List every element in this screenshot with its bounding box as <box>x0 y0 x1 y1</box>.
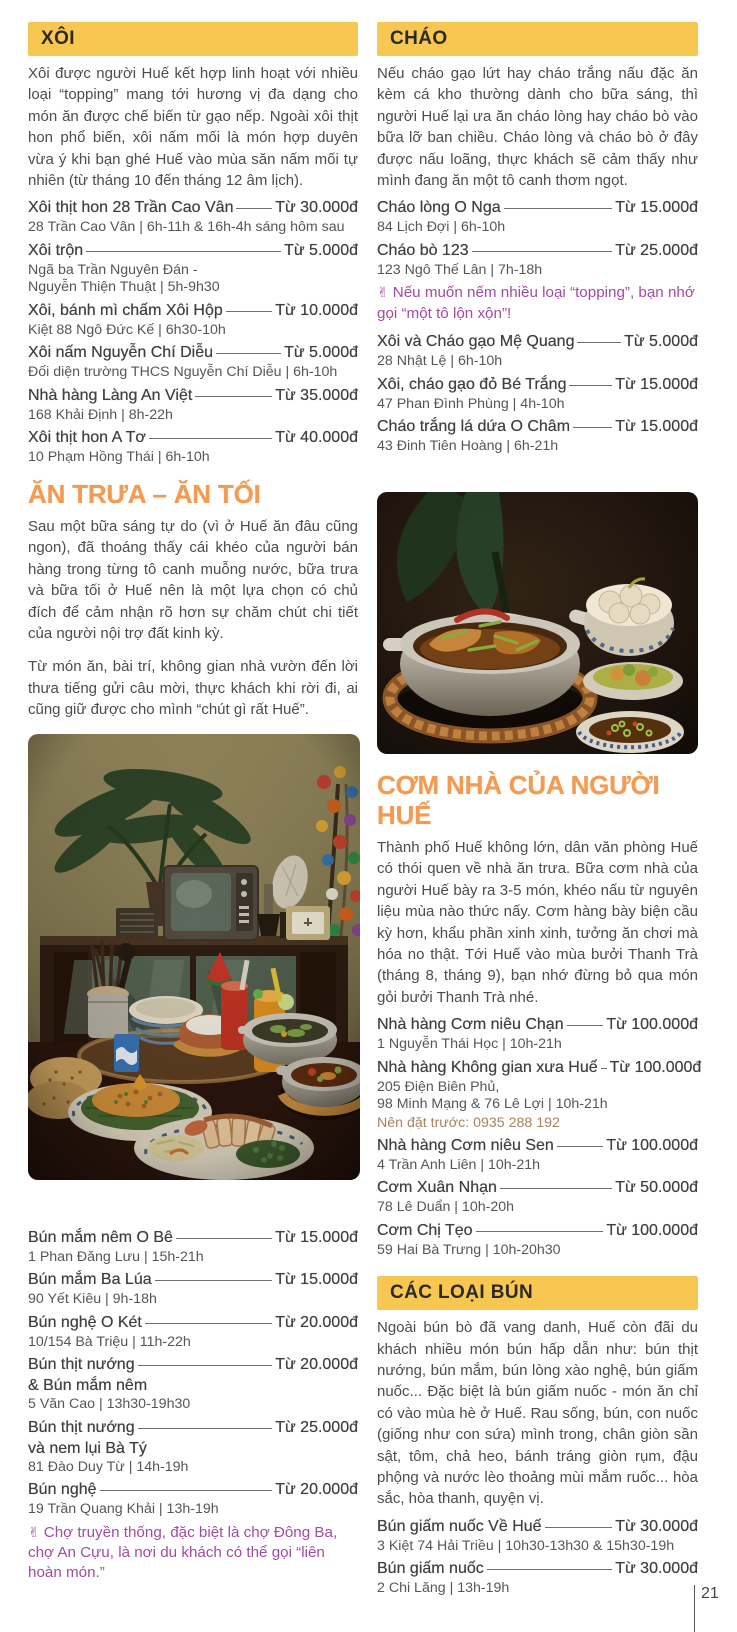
item-detail: Ngã ba Trần Nguyên Đán - <box>28 261 198 278</box>
price-leader <box>236 208 272 209</box>
item-row <box>377 197 698 219</box>
com-nha-intro: Thành phố Huế không lớn, dân văn phòng Huế có thói quen về nhà ăn trưa. Bữa cơm nhà của người Huế bày ra 3-5 món, khéo nấu từ nguyên liệu mùa nào thức nấy. Cơm hàng bày biện cầu kỳ hơn, khẩu phần xinh xinh, tưởng ăn chơi mà hóa no thật. Tới Huế vào mùa bưởi Thanh Trà (tháng 8, tháng 9), bạn nhớ đừng bỏ qua món gỏi bưởi Thanh Trà nhé. <box>377 838 698 1006</box>
item-detail: 28 Trần Cao Vân | 6h-11h & 16h-4h sáng hôm sau <box>28 219 345 236</box>
item-name: Bún mắm Ba Lúa <box>28 1271 152 1289</box>
cac-loai-bun-intro: Ngoài bún bò đã vang danh, Huế còn đãi du khách nhiều món bún hấp dẫn như: bún thịt nướng, bún mắm, bún lòng xào nghệ, bún giấm nuốc... Đặc biệt là bún giấm nuốc - món ăn chỉ có vào mùa hè ở Huế. Rau sống, bún, con nuốc (giống như con sứa) mình trong, chân giòn sần sật, tôm, chả heo, bánh tráng giòn rụm, đậu phộng và nước lèo thoảng mùi mắm ruốc... hòa sắc, hòa thanh, quyện vị. <box>377 1319 698 1508</box>
item-price: Từ 15.000đ <box>615 375 698 393</box>
an-trua-paragraph-2: Từ món ăn, bài trí, không gian nhà vườn đến lời thưa tiếng gửi câu mời, thực khách khi rời đi, ai cũng giữ được cho mình “chút gì rất Huế”. <box>28 658 358 719</box>
item-name: Nhà hàng Không gian xưa Huế <box>377 1058 598 1076</box>
list-item <box>28 1269 358 1309</box>
item-price: Từ 50.000đ <box>615 1179 698 1197</box>
item-name: Bún thịt nướng <box>28 1418 135 1436</box>
price-leader <box>195 396 272 397</box>
price-leader <box>504 208 613 209</box>
price-leader <box>86 251 281 252</box>
item-row <box>28 427 358 449</box>
bun-list <box>28 1227 358 1583</box>
item-name: Xôi, bánh mì chấm Xôi Hộp <box>28 301 223 319</box>
item-name: Cơm Xuân Nhạn <box>377 1179 497 1197</box>
chao-list <box>377 197 698 456</box>
tip-text: Nếu muốn nếm nhiều loại “topping”, bạn nhớ gọi “một tô lộn xộn”! <box>377 284 695 322</box>
item-row <box>28 1354 358 1376</box>
item-row <box>377 240 698 262</box>
list-item <box>28 427 358 467</box>
item-price: Từ 30.000đ <box>275 199 358 217</box>
item-name: Cơm Chị Tẹo <box>377 1221 473 1239</box>
item-price: Từ 20.000đ <box>275 1481 358 1499</box>
price-leader <box>569 385 612 386</box>
item-name: Bún nghệ O Két <box>28 1313 142 1331</box>
retro-dining-room-photo <box>28 734 360 1180</box>
price-leader <box>567 1025 604 1026</box>
list-item <box>28 300 358 340</box>
list-item <box>377 416 698 456</box>
item-detail: 3 Kiệt 74 Hải Triều | 10h30-13h30 & 15h30-19h <box>377 1537 675 1554</box>
price-leader <box>573 427 612 428</box>
price-leader <box>500 1188 612 1189</box>
section-title-cac-loai-bun: CÁC LOẠI BÚN <box>390 1282 534 1304</box>
item-name: Cháo trắng lá dứa O Châm <box>377 418 571 436</box>
list-item <box>377 1057 702 1132</box>
item-name: Xôi, cháo gạo đỏ Bé Trắng <box>377 375 567 393</box>
item-detail: 84 Lịch Đợi | 6h-10h <box>377 219 506 236</box>
item-detail: 43 Đinh Tiên Hoàng | 6h-21h <box>377 438 559 455</box>
list-item <box>28 385 358 425</box>
chao-intro: Nếu cháo gạo lứt hay cháo trắng nấu đặc ăn kèm cá kho thường dành cho bữa sáng, thì người Huế lại ưa ăn cháo lòng hay cháo bò vào bữa lỡ ban chiều. Cháo lòng và cháo bò ở đây được nấu loãng, thực khách sẽ cảm thấy như mình đang ăn một tô canh thơm ngọt. <box>377 65 698 190</box>
item-price: Từ 100.000đ <box>606 1016 698 1034</box>
item-row <box>28 1227 358 1249</box>
item-detail: 1 Phan Đăng Lưu | 15h-21h <box>28 1248 204 1265</box>
item-row <box>28 300 358 322</box>
price-leader <box>216 353 281 354</box>
list-item <box>28 1312 358 1352</box>
section-header-cac-loai-bun <box>377 1276 698 1310</box>
item-row <box>377 1014 698 1036</box>
price-leader <box>138 1428 273 1429</box>
item-price: Từ 20.000đ <box>275 1356 358 1374</box>
price-leader <box>138 1365 273 1366</box>
booking-note: Nên đặt trước: 0935 288 192 <box>377 1114 560 1131</box>
item-price: Từ 20.000đ <box>275 1313 358 1331</box>
item-price: Từ 25.000đ <box>615 241 698 259</box>
item-price: Từ 15.000đ <box>275 1228 358 1246</box>
item-detail: 168 Khải Định | 8h-22h <box>28 406 173 423</box>
item-detail: 205 Điện Biên Phủ, <box>377 1078 500 1095</box>
item-detail: 5 Văn Cao | 13h30-19h30 <box>28 1396 191 1413</box>
item-name: Xôi và Cháo gạo Mệ Quang <box>377 333 575 351</box>
section-header-xoi <box>28 22 358 56</box>
item-detail: 90 Yết Kiêu | 9h-18h <box>28 1291 157 1308</box>
item-name: Xôi thịt hon 28 Trần Cao Vân <box>28 199 234 217</box>
item-row <box>28 240 358 262</box>
xoi-list <box>28 197 358 467</box>
item-detail: 28 Nhật Lệ | 6h-10h <box>377 353 503 370</box>
list-item <box>377 1516 698 1556</box>
section-header-chao <box>377 22 698 56</box>
item-name: Xôi thịt hon A Tơ <box>28 429 146 447</box>
item-price: Từ 5.000đ <box>624 333 698 351</box>
item-price: Từ 15.000đ <box>275 1271 358 1289</box>
item-row <box>377 1220 698 1242</box>
left-column <box>28 22 358 1590</box>
list-item <box>377 1014 698 1054</box>
item-price: Từ 30.000đ <box>615 1560 698 1578</box>
price-leader <box>472 251 613 252</box>
item-name: Nhà hàng Cơm niêu Sen <box>377 1136 554 1154</box>
tip-note <box>28 1523 358 1583</box>
item-name-line2: & Bún mắm nêm <box>28 1377 148 1395</box>
list-item <box>377 1177 698 1217</box>
item-row <box>377 1516 698 1538</box>
item-row <box>377 416 698 438</box>
price-leader <box>226 311 272 312</box>
list-item <box>28 197 358 237</box>
item-name: Cháo lòng O Nga <box>377 199 501 217</box>
list-item <box>377 197 698 237</box>
item-price: Từ 100.000đ <box>606 1221 698 1239</box>
item-price: Từ 15.000đ <box>615 418 698 436</box>
item-name: Nhà hàng Cơm niêu Chạn <box>377 1016 564 1034</box>
item-detail: 1 Nguyễn Thái Học | 10h-21h <box>377 1036 562 1053</box>
item-name: Bún nghệ <box>28 1481 97 1499</box>
page-number-text: 21 <box>701 1585 719 1602</box>
section-title-xoi: XÔI <box>41 28 75 49</box>
price-leader <box>476 1231 604 1232</box>
list-item <box>28 342 358 382</box>
item-name: Nhà hàng Làng An Việt <box>28 386 193 404</box>
list-item <box>377 374 698 414</box>
price-leader <box>176 1238 272 1239</box>
price-leader <box>149 438 272 439</box>
list-item <box>377 1220 698 1260</box>
item-detail: 47 Phan Đình Phùng | 4h-10h <box>377 395 565 412</box>
item-price: Từ 100.000đ <box>606 1136 698 1154</box>
price-leader <box>601 1068 607 1069</box>
item-detail: 78 Lê Duẩn | 10h-20h <box>377 1199 514 1216</box>
item-price: Từ 35.000đ <box>275 386 358 404</box>
tip-note <box>377 283 698 323</box>
item-row <box>28 1312 358 1334</box>
item-name: Xôi trộn <box>28 241 84 259</box>
item-price: Từ 25.000đ <box>275 1418 358 1436</box>
item-detail: 10 Phạm Hồng Thái | 6h-10h <box>28 449 210 466</box>
item-detail: 2 Chi Lăng | 13h-19h <box>377 1580 510 1597</box>
list-item <box>28 240 358 297</box>
item-price: Từ 5.000đ <box>284 344 358 362</box>
item-name: Cháo bò 123 <box>377 241 469 259</box>
item-price: Từ 5.000đ <box>284 241 358 259</box>
item-name: Bún giấm nuốc <box>377 1560 484 1578</box>
xoi-intro: Xôi được người Huế kết hợp linh hoạt với nhiều loại “topping” mang tới hương vị đa dạng cho món ăn được chế biến từ gạo nếp. Ngoài xôi thịt hon phổ biến, xôi nấm mối là món hợp duyên vừa ý khi bạn ghé Huế vào mùa săn nấm mối tự nhiên (từ tháng 10 đến tháng 12 âm lịch). <box>28 65 358 190</box>
item-name: Bún giấm nuốc Về Huế <box>377 1517 542 1535</box>
cac-loai-bun-list <box>377 1516 698 1598</box>
item-row <box>28 197 358 219</box>
price-leader <box>487 1569 613 1570</box>
item-price: Từ 40.000đ <box>275 429 358 447</box>
section-title-com-nha: CƠM NHÀ CỦA NGƯỜI HUẾ <box>377 769 660 830</box>
item-detail: Nguyễn Thiện Thuật | 5h-9h30 <box>28 279 220 296</box>
price-leader <box>557 1146 604 1147</box>
hand-icon: ✌ <box>28 1524 40 1541</box>
section-title-an-trua-an-toi: ĂN TRƯA – ĂN TỐI <box>28 478 261 509</box>
price-leader <box>545 1527 613 1528</box>
item-row <box>377 1135 698 1157</box>
item-detail: 10/154 Bà Triệu | 11h-22h <box>28 1333 191 1350</box>
item-name: Bún thịt nướng <box>28 1356 135 1374</box>
section-title-chao: CHÁO <box>390 28 448 49</box>
item-detail: 98 Minh Mạng & 76 Lê Lợi | 10h-21h <box>377 1096 608 1113</box>
item-detail: 81 Đào Duy Từ | 14h-19h <box>28 1458 189 1475</box>
list-item <box>377 240 698 280</box>
item-price: Từ 15.000đ <box>615 199 698 217</box>
price-leader <box>145 1323 272 1324</box>
list-item <box>377 1135 698 1175</box>
item-price: Từ 100.000đ <box>609 1058 702 1076</box>
item-row <box>377 1558 698 1580</box>
item-row <box>28 1479 358 1501</box>
item-detail: 59 Hai Bà Trưng | 10h-20h30 <box>377 1241 561 1258</box>
item-row <box>377 1177 698 1199</box>
item-detail: 19 Trần Quang Khải | 13h-19h <box>28 1501 219 1518</box>
item-price: Từ 30.000đ <box>615 1517 698 1535</box>
item-row <box>28 1417 358 1439</box>
list-item <box>28 1479 358 1519</box>
item-detail: 4 Trần Anh Liên | 10h-21h <box>377 1156 541 1173</box>
tip-text: Chợ truyền thống, đặc biệt là chợ Đông Ba, chợ An Cựu, là nơi du khách có thể gọi “liên hoàn món.” <box>28 1523 338 1581</box>
item-row <box>28 342 358 364</box>
item-row <box>377 331 698 353</box>
item-detail: 123 Ngô Thế Lân | 7h-18h <box>377 261 543 278</box>
an-trua-paragraph-1: Sau một bữa sáng tự do (vì ở Huế ăn đâu cũng ngon), đã thoáng thấy cái khéo của người bán hàng trong từng tô canh muỗng nước, bữa trưa và bữa tối ở Huế nên là một lựa chọn có chủ đích để cảm nhận rõ hơn sự chăm chút chi tiết của người nội trợ đất kinh kỳ. <box>28 517 358 642</box>
item-row <box>377 374 698 396</box>
price-leader <box>577 342 621 343</box>
price-leader <box>100 1490 273 1491</box>
item-name: Xôi nấm Nguyễn Chí Diễu <box>28 344 213 362</box>
page-number <box>694 1585 719 1632</box>
clay-pot-dinner-photo <box>377 492 698 754</box>
right-column <box>377 22 702 1601</box>
item-row <box>28 385 358 407</box>
item-name-line2: và nem lụi Bà Tý <box>28 1439 147 1457</box>
item-detail: Đối diện trường THCS Nguyễn Chí Diễu | 6h-10h <box>28 364 338 381</box>
list-item <box>28 1354 358 1414</box>
list-item <box>377 1558 698 1598</box>
item-name: Bún mắm nêm O Bê <box>28 1228 173 1246</box>
price-leader <box>155 1280 273 1281</box>
com-nha-list <box>377 1014 702 1259</box>
hand-icon: ✌ <box>377 285 389 302</box>
item-row <box>377 1057 702 1079</box>
list-item <box>28 1227 358 1267</box>
item-price: Từ 10.000đ <box>275 301 358 319</box>
item-row <box>28 1269 358 1291</box>
item-detail: Kiệt 88 Ngô Đức Kế | 6h30-10h <box>28 321 226 338</box>
list-item <box>377 331 698 371</box>
list-item <box>28 1417 358 1477</box>
